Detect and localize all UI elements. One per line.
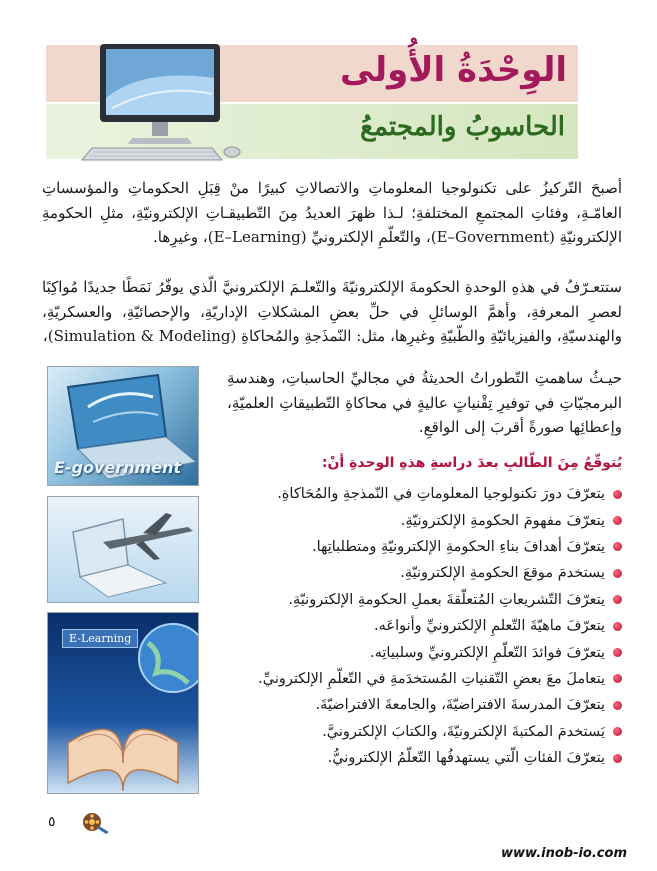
laptop-airplane-image <box>47 496 199 603</box>
objective-text: يتعرّفَ ماهيّةَ التّعلمِ الإلكترونيِّ وأنواعَه. <box>374 618 605 635</box>
objective-text: يتعرّفَ مفهومَ الحكومةِ الإلكترونيّةِ. <box>400 512 605 529</box>
objectives-list <box>222 481 622 771</box>
objective-item <box>222 639 622 665</box>
objective-text: يَستخدمَ المكتبةَ الإلكترونيّةَ، والكتابَ الإلكترونيَّ. <box>322 723 605 740</box>
objective-item <box>222 507 622 533</box>
desktop-computer-icon <box>72 38 247 168</box>
intro-paragraph-3: حيـثُ ساهمتِ التّطوراتُ الحديثةُ في مجاليِّ الحاسباتِ، وهندسةِ البرمجيّاتِ في توفيرِ تِقْنياتٍ عاليةٍ في محاكاةِ التّطبيقاتِ العلميّةِ، وإعطائِها صورةً أقربَ إلى الواقعِ. <box>227 369 622 437</box>
objective-text: يتعرّفَ التّشريعاتِ المُتعلّقةَ بعملِ الحكومةِ الإلكترونيّةِ. <box>288 591 605 608</box>
bullet-icon <box>613 516 622 525</box>
elearning-label: E-Learning <box>62 629 138 648</box>
bullet-icon <box>613 622 622 631</box>
objective-text: يتعرّفَ الفئاتِ الّتي يستهدفُها التّعلّمُ الإلكترونيُّ. <box>327 750 605 767</box>
bullet-icon <box>613 490 622 499</box>
objective-item <box>222 692 622 718</box>
bullet-icon <box>613 542 622 551</box>
objective-item <box>222 481 622 507</box>
unit-subtitle: الحاسوبُ والمجتمعُ <box>360 112 565 142</box>
objective-item <box>222 560 622 586</box>
bullet-icon <box>613 701 622 710</box>
objective-text: يستخدمَ موقعَ الحكومةِ الإلكترونيّةِ. <box>400 565 605 582</box>
bullet-icon <box>613 674 622 683</box>
bullet-icon <box>613 595 622 604</box>
objective-item <box>222 587 622 613</box>
objective-item <box>222 719 622 745</box>
objective-item <box>222 745 622 771</box>
egovernment-image <box>47 366 199 486</box>
egovernment-label: E-government <box>54 458 182 477</box>
objective-item <box>222 534 622 560</box>
intro-paragraph-1: أصبحَ التّركيزُ على تكنولوجيا المعلوماتِ والاتصالاتِ كبيرًا منْ قِبَلِ الحكوماتِ والمؤسساتِ العامّـةِ، وفئاتِ المجتمعِ المختلفةِ؛ لـذا ظهرَ العديدُ مِنَ التّطبيقـاتِ الإلكترونيّةِ، مثلِ الحكومةِ الإلكترونيّةِ (E–Government)، والتّعلّمِ الإلكترونيِّ (E–Learning)، وغيرِها. <box>42 179 622 247</box>
objective-text: يتعرّفَ فوائدَ التّعلّمِ الإلكترونيِّ وسلبياتِه. <box>369 644 605 661</box>
bullet-icon <box>613 754 622 763</box>
objective-text: يتعرّفَ دورَ تكنولوجيا المعلوماتِ في النّمذجةِ والمُحَاكاةِ. <box>277 486 605 503</box>
objective-item <box>222 666 622 692</box>
intro-paragraph-2: ستتعـرّفُ في هذهِ الوحدةِ الحكومةَ الإلكترونيّةَ والتّعلـمَ الإلكترونيَّ الّذي يوفّرُ نَمَطًا جديدًا مُواكِبًا لعصرِ المعرفةِ، وأهمَّ الوسائلِ في حلِّ بعضِ المشكلاتِ الإداريّةِ، والإحصائيّةِ، والعسكريّةِ، والهندسيّةِ، والفيزيائيّةِ والطّبيّةِ وغيرِها، مثل: النّمذَجةِ والمُحاكاةِ (Simulation & Modeling)، <box>42 278 622 346</box>
objective-item <box>222 613 622 639</box>
film-reel-icon <box>82 810 110 834</box>
airplane-icon <box>48 497 198 602</box>
objectives-heading: يُتوقّعُ مِنَ الطّالبِ بعدَ دراسةِ هذهِ الوحدةِ أنْ: <box>321 455 622 471</box>
footer-url: www.inob-io.com <box>501 846 627 861</box>
bullet-icon <box>613 648 622 657</box>
unit-title: الوِحْدَةُ الأُولى <box>339 50 567 90</box>
objective-text: يتعرّفَ أهدافَ بناءِ الحكومةِ الإلكترونيّةِ ومتطلباتِها. <box>312 538 605 555</box>
objective-text: يتعرّفَ المدرسةَ الافتراضيّةَ، والجامعةَ الافتراضيّةَ. <box>315 697 605 714</box>
elearning-image <box>47 612 199 794</box>
page-number: ٥ <box>48 814 56 830</box>
bullet-icon <box>613 569 622 578</box>
bullet-icon <box>613 727 622 736</box>
objective-text: يتعاملَ معَ بعضِ التّقنياتِ المُستخدَمةِ في التّعلّمِ الإلكترونيِّ. <box>258 670 605 687</box>
